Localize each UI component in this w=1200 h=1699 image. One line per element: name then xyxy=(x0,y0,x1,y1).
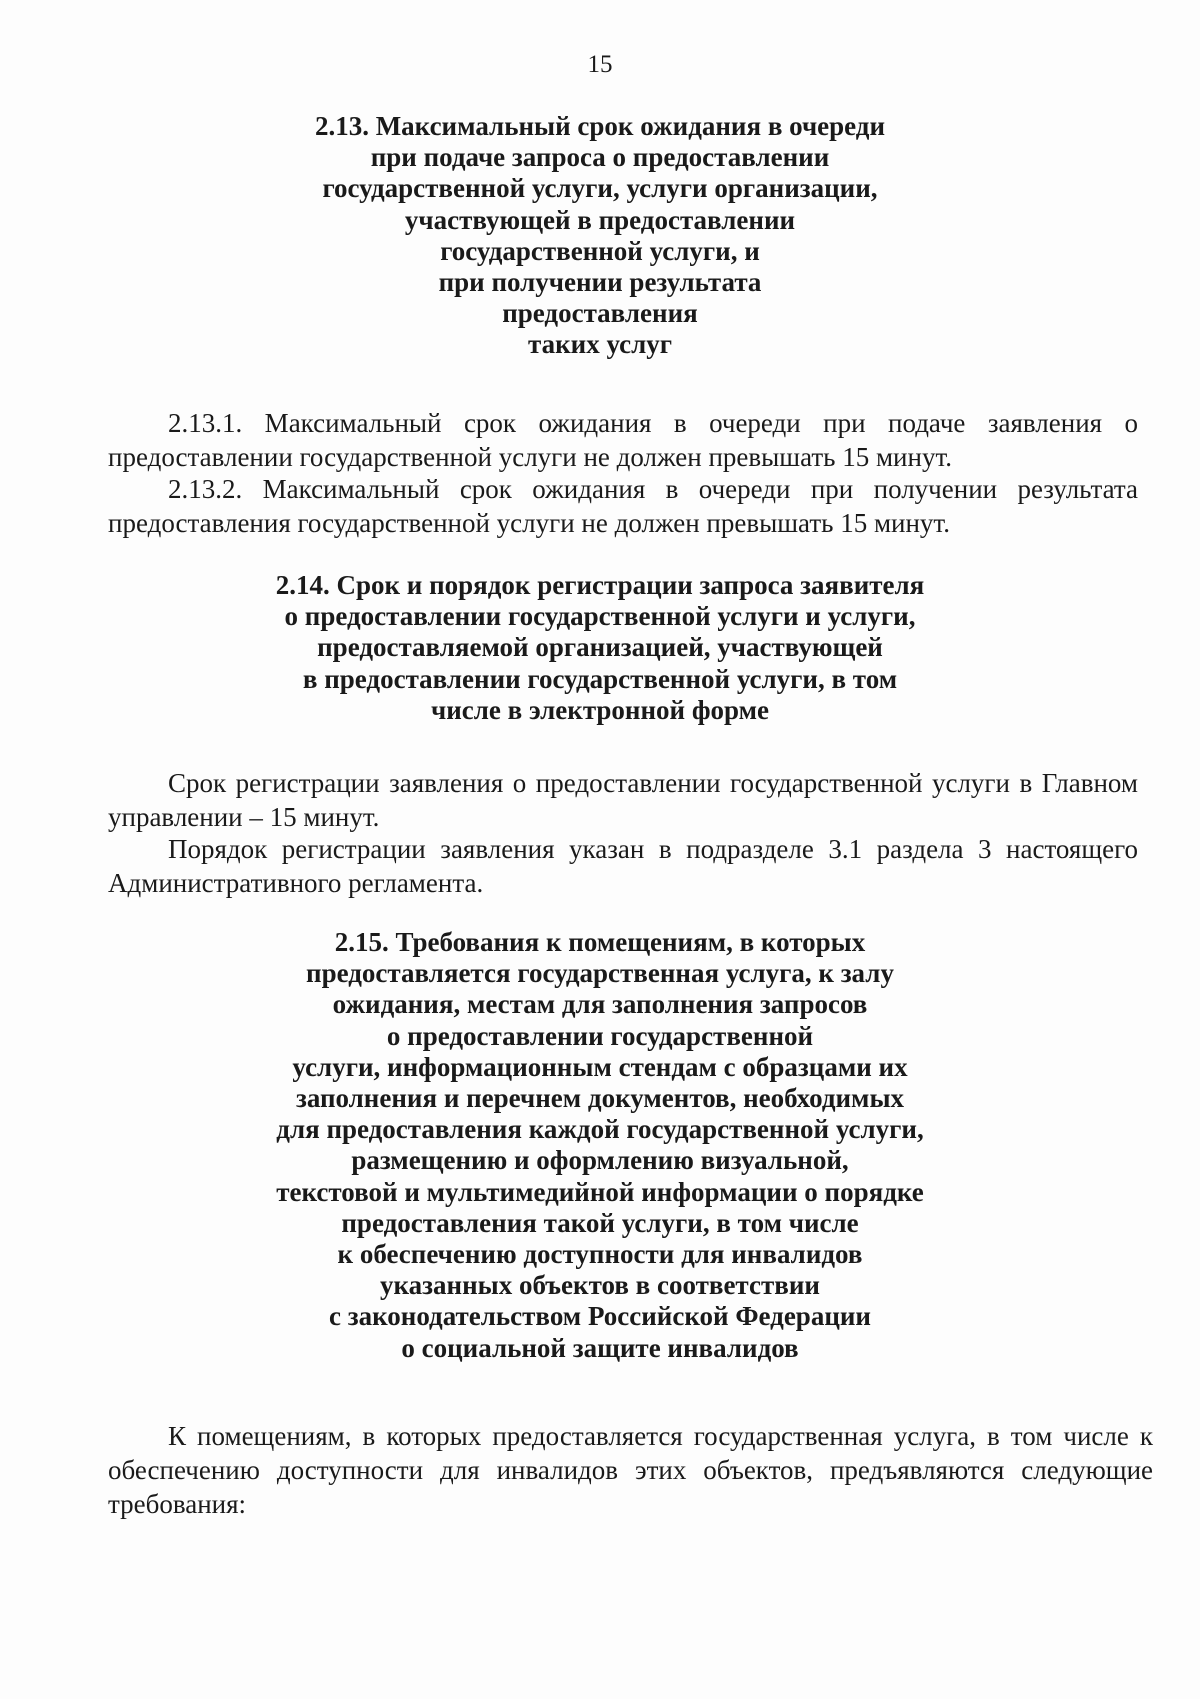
heading-line: участвующей в предоставлении xyxy=(404,204,796,235)
page-number: 15 xyxy=(587,51,613,78)
heading-line: таких услуг xyxy=(527,329,673,360)
heading-line: о предоставлении государственной услуги и услуги, xyxy=(284,601,916,632)
heading-line: предоставляемой организацией, участвующей xyxy=(317,632,883,663)
heading-line: предоставляется государственная услуга, к залу xyxy=(306,958,894,989)
heading-line: при получении результата xyxy=(438,267,762,298)
heading-line: 2.13. Максимальный срок ожидания в очереди xyxy=(314,111,886,141)
heading-line: предоставления xyxy=(502,298,698,329)
section-2-15-heading xyxy=(250,927,950,1364)
paragraph-2-15-requirements: К помещениям, в которых предоставляется государственная услуга, в том числе к обеспечению доступности для инвалидов этих объектов, предъявляются следующие требования: xyxy=(108,1421,1153,1519)
heading-line: о предоставлении государственной xyxy=(386,1020,814,1051)
heading-line: предоставления такой услуги, в том числе xyxy=(341,1207,859,1238)
heading-line: текстовой и мультимедийной информации о порядке xyxy=(276,1176,924,1207)
heading-line: 2.15. Требования к помещениям, в которых xyxy=(334,927,866,957)
section-2-13-heading xyxy=(250,111,950,361)
heading-line: государственной услуги, услуги организации, xyxy=(322,173,878,204)
heading-line: для предоставления каждой государственной услуги, xyxy=(276,1114,924,1145)
section-2-14-heading xyxy=(250,570,950,726)
heading-line: заполнения и перечнем документов, необходимых xyxy=(295,1083,905,1114)
heading-line: числе в электронной форме xyxy=(430,694,770,725)
paragraph-2-14-registration-time: Срок регистрации заявления о предоставлении государственной услуги в Главном управлении – 15 минут. xyxy=(108,768,1138,832)
paragraph-2-13-2: 2.13.2. Максимальный срок ожидания в очереди при получении результата предоставления государственной услуги не должен превышать 15 минут. xyxy=(108,474,1138,538)
paragraph-2-13-1: 2.13.1. Максимальный срок ожидания в очереди при подаче заявления о предоставлении государственной услуги не должен превышать 15 минут. xyxy=(108,408,1138,472)
heading-line: указанных объектов в соответствии xyxy=(380,1270,820,1301)
heading-line: в предоставлении государственной услуги, в том xyxy=(302,663,898,694)
heading-line: при подаче запроса о предоставлении xyxy=(370,142,830,173)
heading-line: с законодательством Российской Федерации xyxy=(328,1301,871,1332)
heading-line: размещению и оформлению визуальной, xyxy=(351,1145,849,1176)
heading-line: ожидания, местам для заполнения запросов xyxy=(332,989,868,1020)
heading-line: к обеспечению доступности для инвалидов xyxy=(337,1239,863,1270)
paragraph-2-14-registration-order: Порядок регистрации заявления указан в подразделе 3.1 раздела 3 настоящего Административного регламента. xyxy=(108,834,1138,898)
heading-line: о социальной защите инвалидов xyxy=(401,1332,799,1363)
heading-line: государственной услуги, и xyxy=(440,235,760,266)
heading-line: услуги, информационным стендам с образцами их xyxy=(292,1051,908,1082)
heading-line: 2.14. Срок и порядок регистрации запроса заявителя xyxy=(275,570,925,600)
